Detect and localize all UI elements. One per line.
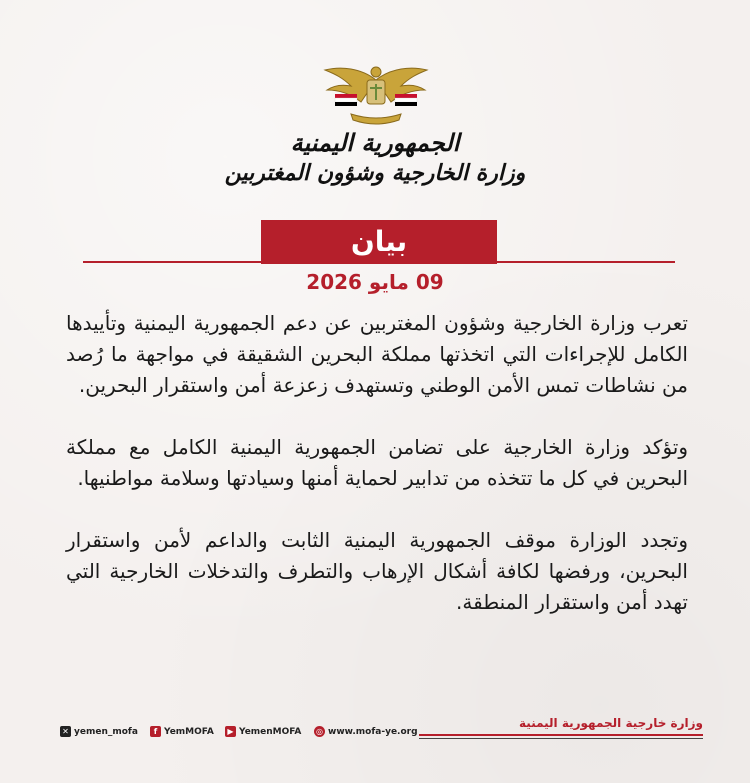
facebook-handle: YemMOFA bbox=[164, 726, 214, 737]
youtube-handle: YemenMOFA bbox=[239, 726, 302, 737]
footer-youtube[interactable] bbox=[225, 726, 301, 737]
statement-body bbox=[66, 308, 688, 649]
paragraph-2: وتؤكد وزارة الخارجية على تضامن الجمهورية اليمنية الكامل مع مملكة البحرين في كل ما تتخذه من تدابير لحماية أمنها وسيادتها وسلامة مواطنيها. bbox=[66, 435, 688, 490]
divider-left bbox=[83, 261, 261, 263]
youtube-icon: ▶ bbox=[225, 726, 236, 737]
ministry-name: وزارة الخارجية وشؤون المغتربين bbox=[224, 160, 526, 186]
yemen-emblem bbox=[321, 58, 431, 130]
x-icon: ✕ bbox=[60, 726, 71, 737]
website-url: www.mofa-ye.org bbox=[328, 726, 418, 737]
x-handle: yemen_mofa bbox=[74, 726, 138, 737]
divider-right bbox=[497, 261, 675, 263]
footer-facebook[interactable] bbox=[150, 726, 214, 737]
footer-line-red bbox=[419, 734, 703, 736]
footer-ministry: وزارة خارجية الجمهورية اليمنية bbox=[519, 716, 703, 730]
footer-x[interactable] bbox=[60, 726, 138, 737]
footer-line-dark bbox=[419, 738, 703, 739]
facebook-icon: f bbox=[150, 726, 161, 737]
paragraph-3: وتجدد الوزارة موقف الجمهورية اليمنية الثابت والداعم لأمن واستقرار البحرين، ورفضها لكافة أشكال الإرهاب والتطرف والتدخلات الخارجية التي تهدد أمن واستقرار المنطقة. bbox=[66, 528, 688, 614]
country-name: الجمهورية اليمنية bbox=[290, 128, 460, 157]
statement-banner: بيان bbox=[261, 220, 497, 264]
paragraph-1: تعرب وزارة الخارجية وشؤون المغتربين عن دعم الجمهورية اليمنية وتأييدها الكامل للإجراءات التي اتخذتها مملكة البحرين الشقيقة في مواجهة ما رُصد من نشاطات تمس الأمن الوطني وتستهدف زعزعة أمن واستقرار البحرين. bbox=[66, 311, 688, 397]
statement-date: 09 مايو 2026 bbox=[306, 270, 444, 294]
footer bbox=[0, 716, 750, 748]
footer-website[interactable] bbox=[314, 726, 418, 737]
globe-icon: ◎ bbox=[314, 726, 325, 737]
